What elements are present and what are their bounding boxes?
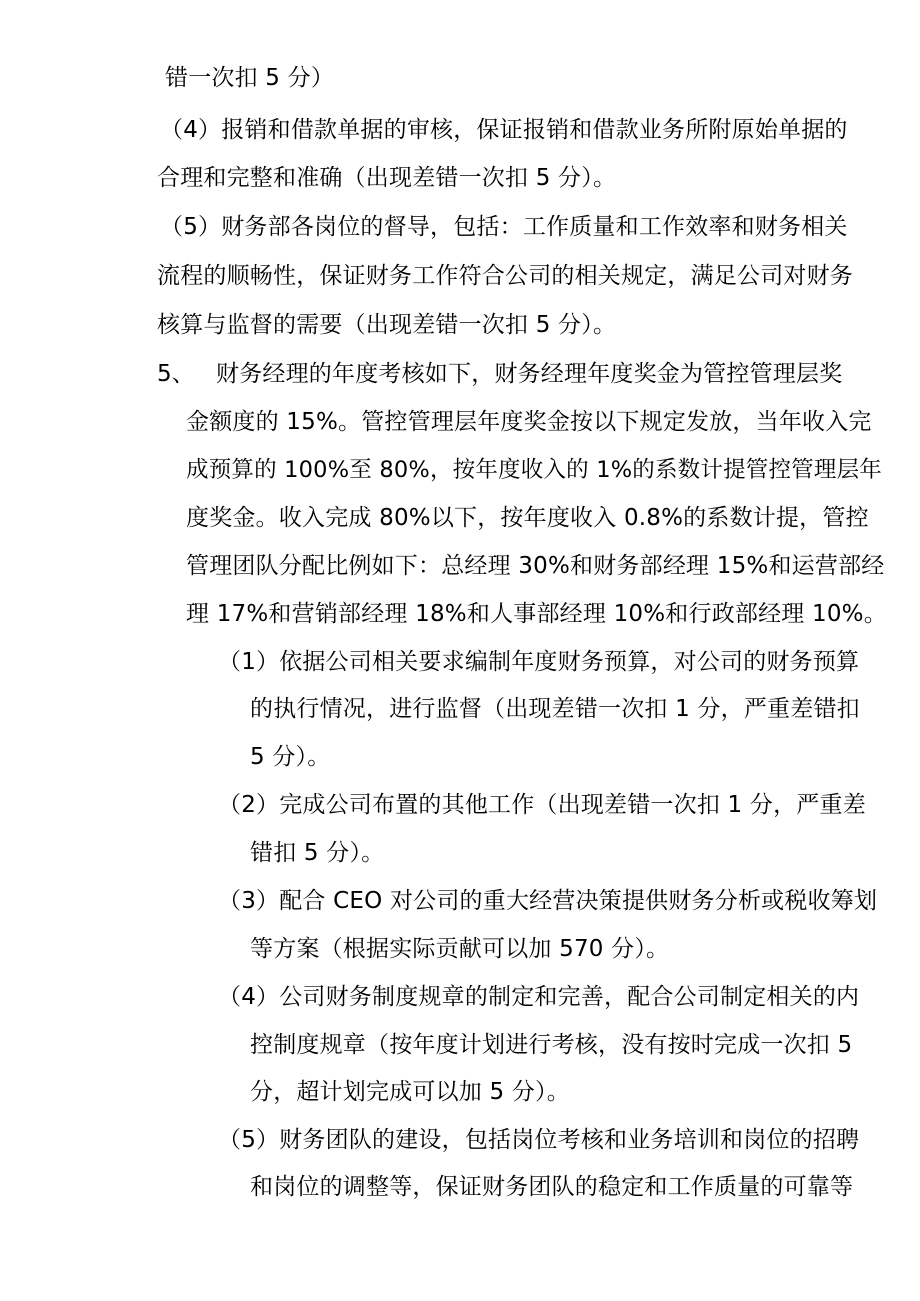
subitem-4-line-2: 控制度规章（按年度计划进行考核，没有按时完成一次扣 5 [250,1032,853,1058]
subitem-5-line-2: 和岗位的调整等，保证财务团队的稳定和工作质量的可靠等 [250,1174,854,1200]
subitem-1-line-3: 5 分）。 [250,744,331,770]
subitem-2-line-1: （2）完成公司布置的其他工作（出现差错一次扣 1 分，严重差 [218,792,866,818]
subitem-3-line-1: （3）配合 CEO 对公司的重大经营决策提供财务分析或税收筹划 [218,888,878,914]
subitem-1-line-1: （1）依据公司相关要求编制年度财务预算，对公司的财务预算 [218,649,860,675]
paragraph-continuation: 错一次扣 5 分） [165,65,335,91]
list-item-5-line-3: 成预算的 100%至 80%，按年度收入的 1%的系数计提管控管理层年 [186,457,882,483]
list-item-5-number: 5、 [157,361,195,387]
subitem-2-line-2: 错扣 5 分）。 [250,840,385,866]
list-item-5-line-2: 金额度的 15%。管控管理层年度奖金按以下规定发放，当年收入完 [186,409,872,435]
list-item-5-line-4: 度奖金。收入完成 80%以下，按年度收入 0.8%的系数计提，管控 [186,505,869,531]
subitem-1-line-2: 的执行情况，进行监督（出现差错一次扣 1 分，严重差错扣 [250,696,860,722]
subitem-3-line-2: 等方案（根据实际贡献可以加 570 分）。 [250,936,670,962]
paragraph-5-line-3: 核算与监督的需要（出现差错一次扣 5 分）。 [157,312,617,338]
subitem-4-line-3: 分，超计划完成可以加 5 分）。 [250,1079,570,1105]
list-item-5-line-1: 财务经理的年度考核如下，财务经理年度奖金为管控管理层奖 [216,361,843,387]
subitem-4-line-1: （4）公司财务制度规章的制定和完善，配合公司制定相关的内 [218,984,860,1010]
paragraph-5-line-2: 流程的顺畅性，保证财务工作符合公司的相关规定，满足公司对财务 [157,263,853,289]
paragraph-4-line-2: 合理和完整和准确（出现差错一次扣 5 分）。 [157,165,617,191]
paragraph-4-line-1: （4）报销和借款单据的审核，保证报销和借款业务所附原始单据的 [160,117,848,143]
subitem-5-line-1: （5）财务团队的建设，包括岗位考核和业务培训和岗位的招聘 [218,1127,860,1153]
list-item-5-line-5: 管理团队分配比例如下：总经理 30%和财务部经理 15%和运营部经 [186,553,885,579]
paragraph-5-line-1: （5）财务部各岗位的督导，包括：工作质量和工作效率和财务相关 [160,214,848,240]
list-item-5-line-6: 理 17%和营销部经理 18%和人事部经理 10%和行政部经理 10%。 [186,601,887,627]
